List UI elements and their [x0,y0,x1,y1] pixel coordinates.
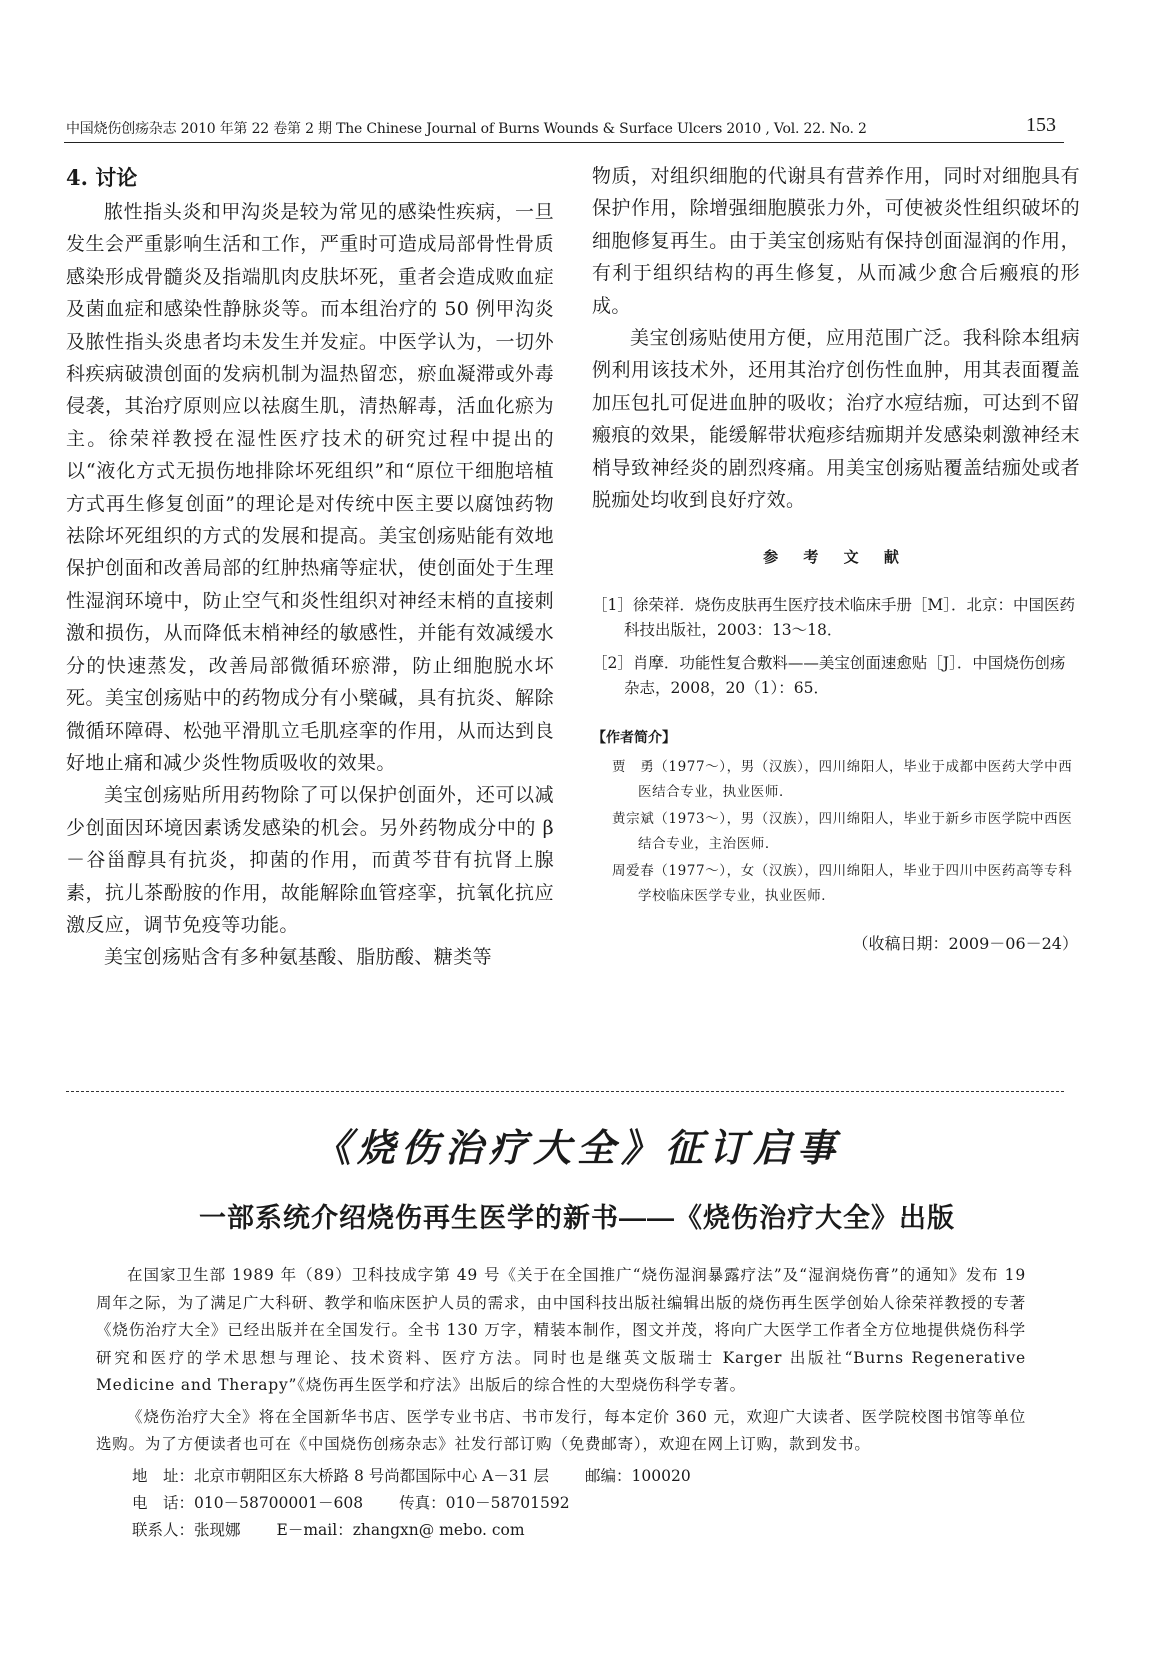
notice-body [96,1262,1026,1544]
section-title: 4. 讨论 [66,165,138,190]
page-number: 153 [1026,114,1056,136]
body-paragraph-continued: 物质，对组织细胞的代谢具有营养作用，同时对细胞具有保护作用，除增强细胞膜张力外，可使被炎性组织破坏的细胞修复再生。由于美宝创疡贴有保持创面湿润的作用，有利于组织结构的再生修复，从而减少愈合后瘢痕的形成。 [592,165,1080,317]
running-header [64,112,1064,143]
address-value: 北京市朝阳区东大桥路 8 号尚都国际中心 A－31 层 [194,1466,550,1485]
journal-citation: 中国烧伤创疡杂志 2010 年第 22 卷第 2 期 The Chinese Journal of Burns Wounds & Surface Ulcers 2010 , Vol. 22. No. 2 [66,121,867,137]
contact-person [96,1517,1026,1544]
notice-paragraph: 《烧伤治疗大全》将在全国新华书店、医学专业书店、书市发行，每本定价 360 元，欢迎广大读者、医学院校图书馆等单位选购。为了方便读者也可在《中国烧伤创疡杂志》社发行部订购（免费邮寄），欢迎在网上订购，款到发书。 [96,1407,1026,1453]
fax-label: 传真： [399,1493,446,1512]
references-heading: 参 考 文 献 [763,548,909,567]
author-bio: 黄宗斌（1973～），男（汉族），四川绵阳人，毕业于新乡市医学院中西医结合专业，主治医师． [612,811,1073,853]
address-label: 地 址： [132,1466,195,1485]
section-divider [66,1091,1064,1092]
postcode-label: 邮编： [585,1466,632,1485]
phone-label: 电 话： [132,1493,195,1512]
person-value: 张现娜 [194,1520,241,1539]
notice-paragraph: 在国家卫生部 1989 年（89）卫科技成字第 49 号《关于在全国推广“烧伤湿润暴露疗法”及“湿润烧伤膏”的通知》发布 19 周年之际，为了满足广大科研、教学和临床医护人员的需求，由中国科技出版社编辑出版的烧伤再生医学创始人徐荣祥教授的专著《烧伤治疗大全》已经出版并在全国发行。全书 130 万字，精装本制作，图文并茂，将向广大医学工作者全方位地提供烧伤科学研究和医疗的学术思想与理论、技术资料、医疗方法。同时也是继英文版瑞士 Karger 出版社“Burns Regenerative Medicine and Therapy”《烧伤再生医学和疗法》出版后的综合性的大型烧伤科学专著。 [96,1266,1026,1394]
body-paragraph: 美宝创疡贴含有多种氨基酸、脂肪酸、糖类等 [104,946,493,969]
reference-item: ［2］肖摩．功能性复合敷料——美宝创面速愈贴［J］．中国烧伤创疡杂志，2008，20（1）：65． [592,654,1066,698]
author-bio-heading: 【作者简介】 [592,730,676,747]
fax-value: 010－58701592 [445,1493,570,1512]
contact-address [96,1463,1026,1490]
left-column [66,160,554,974]
author-bio: 周爱春（1977～），女（汉族），四川绵阳人，毕业于四川中医药高等专科学校临床医学专业，执业医师． [612,863,1073,905]
email-value: zhangxn@ mebo. com [352,1520,525,1539]
phone-value: 010－58700001－608 [194,1493,364,1512]
notice-subtitle: 一部系统介绍烧伤再生医学的新书——《烧伤治疗大全》出版 [199,1203,955,1233]
person-label: 联系人： [132,1520,195,1539]
body-paragraph: 脓性指头炎和甲沟炎是较为常见的感染性疾病，一旦发生会严重影响生活和工作，严重时可造成局部骨性骨质感染形成骨髓炎及指端肌肉皮肤坏死，重者会造成败血症及菌血症和感染性静脉炎等。而本组治疗的 50 例甲沟炎及脓性指头炎患者均未发生并发症。中医学认为，一切外科疾病破溃创面的发病机制为温热留恋，瘀血凝滞或外毒侵袭，其治疗原则应以祛腐生肌，清热解毒，活血化瘀为主。徐荣祥教授在湿性医疗技术的研究过程中提出的以“液化方式无损伤地排除坏死组织”和“原位干细胞培植方式再生修复创面”的理论是对传统中医主要以腐蚀药物祛除坏死组织的方式的发展和提高。美宝创疡贴能有效地保护创面和改善局部的红肿热痛等症状，使创面处于生理性湿润环境中，防止空气和炎性组织对神经末梢的直接刺激和损伤，从而降低末梢神经的敏感性，并能有效减缓水分的快速蒸发，改善局部微循环瘀滞，防止细胞脱水坏死。美宝创疡贴中的药物成分有小檗碱，具有抗炎、解除微循环障碍、松弛平滑肌立毛肌痉挛的作用，从而达到良好地止痛和减少炎性物质吸收的效果。 [66,201,554,774]
reference-item: ［1］徐荣祥．烧伤皮肤再生医疗技术临床手册［M］．北京：中国医药科技出版社，2003：13～18． [592,596,1075,640]
email-label: E－mail： [276,1520,353,1539]
right-column [592,160,1080,954]
notice-title: 《烧伤治疗大全》征订启事 [312,1125,841,1170]
body-paragraph: 美宝创疡贴所用药物除了可以保护创面外，还可以减少创面因环境因素诱发感染的机会。另外药物成分中的 β－谷甾醇具有抗炎，抑菌的作用，而黄芩苷有抗肾上腺素，抗儿茶酚胺的作用，故能解除血管痉挛，抗氧化抗应激反应，调节免疫等功能。 [66,784,554,936]
postcode-value: 100020 [631,1466,691,1485]
received-date: （收稿日期：2009－06－24） [852,934,1078,954]
body-paragraph: 美宝创疡贴使用方便，应用范围广泛。我科除本组病例利用该技术外，还用其治疗创伤性血肿，用其表面覆盖加压包扎可促进血肿的吸收；治疗水痘结痂，可达到不留瘢痕的效果，能缓解带状疱疹结痂期并发感染刺激神经末梢导致神经炎的剧烈疼痛。用美宝创疡贴覆盖结痂处或者脱痂处均收到良好疗效。 [592,327,1080,512]
author-bio: 贾 勇（1977～），男（汉族），四川绵阳人，毕业于成都中医药大学中西医结合专业，执业医师． [612,759,1073,801]
contact-phone [96,1490,1026,1517]
